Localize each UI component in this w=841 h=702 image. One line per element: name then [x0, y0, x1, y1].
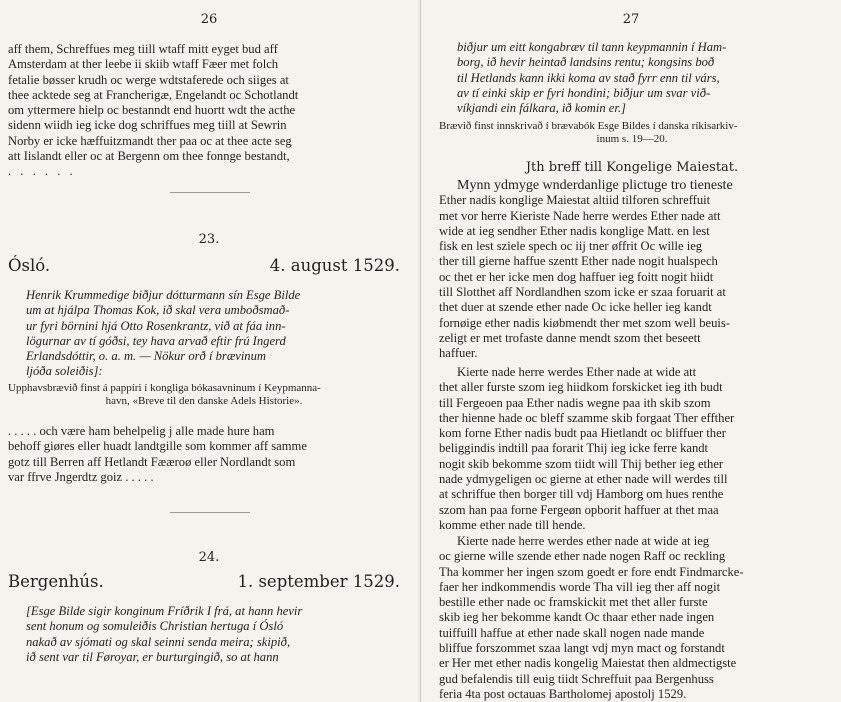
summary-line: borg, ið hevir heintað landsins rentu; kongsins boð [457, 55, 715, 70]
text-line: faer her indkommendis worde Tha vill ieg ther aff nogit [439, 579, 721, 594]
doc-24-summary-cont [439, 40, 825, 116]
text-line: beliggindis indtill paa forarit Thij ieg icke ferre kandt [439, 441, 709, 456]
summary-line: biðjur um eitt kongabræv til tann keypmannin í Ham- [457, 40, 727, 54]
doc-23-place: Ósló. [8, 256, 51, 275]
page-number-right: 27 [622, 12, 640, 27]
text-line: om yttermere hielp oc bestanndt end huortt wdt the acthe [8, 103, 296, 118]
text-line: till Slotthet aff Nordlandhen szom icke er szaa foruarit at [439, 285, 726, 300]
section-rule [170, 512, 250, 513]
summary-line: um at hjálpa Thomas Kok, ið skal vera umboðsmað- [26, 303, 290, 318]
letter-para-3 [439, 534, 825, 702]
left-page [0, 0, 418, 702]
text-line: nogit skib bekomme szom tiidt will Thij bether ieg ether [439, 456, 724, 471]
text-line: thet aller furste szom ieg hiidkom forskicket ieg ith budt [439, 380, 723, 395]
source-line: inum s. 19—20. [596, 133, 668, 145]
text-line: komme ether nade till hende. [439, 517, 586, 532]
text-line: nade ydmygeligen oc gierne at ether nade will werdes till [439, 472, 728, 487]
doc-23-text [8, 424, 400, 485]
text-line: fornøige ether nadis kiøbmendt ther met szom well beuis- [439, 315, 730, 330]
summary-line: Erlandsdóttir, o. a. m. — Nökur orð í brævinum [26, 349, 267, 364]
summary-line: ljóða soleiðis]: [26, 364, 103, 379]
text-line: skib ieg her bekomme kandt Oc thaar ether nade ingen [439, 610, 715, 625]
doc-23-dateline [8, 256, 400, 275]
letter-para-1 [439, 178, 825, 362]
text-line: bliffue forszommet szaa langt vdj myn mact og forstandt [439, 641, 725, 656]
text-line: fetalie bøsser krudh oc werge wdtstaferede och siiges at [8, 72, 289, 87]
letter-title: Jth breff till Kongelige Maiestat. [525, 160, 739, 175]
source-line: Upphavsbrævið finst á pappíri í kongliga bókasavninum í Keypmanna- [8, 382, 321, 394]
text-line: oc thet er her icke men dog haffuer ieg foitt nogit hiidt [439, 269, 714, 284]
summary-line: víkjandi ein fálkara, ið komin er.] [457, 101, 626, 116]
left-para-1 [8, 42, 400, 180]
doc-23-source [8, 382, 400, 408]
doc-number-23: 23. [198, 232, 220, 247]
text-line: oc gierne wille szende ether nade nogen Raff oc reckling [439, 549, 726, 564]
text-line: till Fergeoen paa Ether nadis wegne paa ith skib szom [439, 395, 711, 410]
doc-24-date: 1. september 1529. [237, 572, 400, 591]
source-line: havn, «Breve til den danske Adels Historie». [105, 395, 303, 407]
summary-line: ið sent var til Føroyar, er burturgingið, so at hann [26, 649, 279, 664]
text-line: . . . . . och være ham behelpelig j alle made hure ham [8, 424, 275, 438]
text-line: gotz till Berren aff Hetlandt Fææroø eller Nordlandt som [8, 454, 296, 469]
doc-24-source [439, 120, 825, 146]
right-page [420, 0, 841, 702]
text-line: var ffrve Jngerdtz goiz . . . . . [8, 469, 154, 484]
text-line: bestille ether nade oc framskickit met thet aller furste [439, 595, 708, 610]
text-line: met vor herre Kieriste Nade herre werdes Ether nade att [439, 208, 721, 223]
summary-line: av tí einki skip er fyri hondini; biðjur um svar við- [457, 85, 711, 100]
text-line: Amsterdam at ther leebe ii skiib wtaff Fæer met folch [8, 57, 279, 72]
summary-line: nakað av sjómati og skal seinni senda meira; skipið, [26, 634, 291, 649]
ellipsis-line: . . . . . . [8, 164, 76, 179]
summary-line: Henrik Krummedige biðjur dótturmann sín Esge Bilde [26, 288, 301, 302]
text-line: at schriffue then borger till vdj Hamborg om hues renthe [439, 487, 724, 502]
text-line: gud befalendis till euig tiidt Schreffuit paa Bergenhuss [439, 671, 714, 686]
summary-line: til Hetlands kann ikki koma av stað fyrr enn til várs, [457, 70, 720, 85]
doc-number-24: 24. [198, 550, 220, 565]
text-line: Norby er icke hæffuitzmandt ther paa oc at thee acte seg [8, 133, 292, 148]
text-line: behoff giøres eller huadt landtgille som kommer aff samme [8, 439, 307, 454]
summary-line: [Esge Bilde sigir konginum Fríðrik I frá, at hann hevir [26, 604, 303, 618]
text-line: Kierte nade herre werdes ether nade at wide at ieg [457, 534, 710, 548]
text-line: ther till gierne haffue szentt Ether nade nogit hualspech [439, 254, 718, 269]
doc-24-place: Bergenhús. [8, 572, 104, 591]
text-line: szom han paa forne Fergeøn opborit haffuer at thet maa [439, 502, 719, 517]
letter-para-2 [439, 365, 825, 533]
section-rule [170, 192, 250, 193]
text-line: thet duer at szende ether nade Oc icke heller ieg kandt [439, 300, 712, 315]
text-line: Tha kommer her ingen szom goedt er fore endt Findmarcke- [439, 564, 744, 579]
source-line: Brævið finst innskrivað í brævabók Esge Bildes í danska ríkisarkiv- [439, 120, 738, 132]
text-line: ther hienne hade oc bleff szamme skib forgaat Ther effther [439, 410, 735, 425]
text-line: Kierte nade herre werdes Ether nade at wide att [457, 365, 697, 379]
text-line: zeligt er met trofaste danne mendt szom thet beseett [439, 330, 701, 345]
summary-line: ur fyri börnini hjá Otto Rosenkrantz, við at fáa inn- [26, 318, 286, 333]
text-line: haffuer. [439, 346, 478, 361]
text-line: fisk en lest sziele spech oc iij tner øffrit Oc wille ieg [439, 239, 703, 254]
doc-23-summary [8, 288, 400, 380]
text-line: sidenn wiidh ieg icke dog schriffues meg tiill at Sewrin [8, 118, 287, 133]
page-number-left: 26 [200, 12, 218, 27]
doc-24-dateline [8, 572, 400, 591]
text-line: Mynn ydmyge wnderdanlige plictuge tro tieneste [457, 178, 733, 193]
doc-23-date: 4. august 1529. [269, 256, 400, 275]
text-line: aff them, Schreffues meg tiill wtaff mitt eyget bud aff [8, 42, 278, 56]
summary-line: lögurnar av tí góðsi, tey hava arvað eftir frú Ingerd [26, 333, 286, 348]
summary-line: sent honum og somuleiðis Christian hertuga í Ósló [26, 619, 284, 634]
text-line: Ether nadis konglige Maiestat altiid tilforen schreffuit [439, 193, 711, 208]
text-line: wide at ieg sendher Ether nadis konglige Matt. en lest [439, 223, 710, 238]
text-line: thee acktede seg at Francherigæ, Engelandt oc Schotlandt [8, 87, 299, 102]
text-line: tuiffuill haffue at ether nade skall nogen nade mande [439, 625, 705, 640]
text-line: kom forne Ether nadis budt paa Hietlandt oc bliffuer ther [439, 426, 726, 441]
doc-24-summary [8, 604, 400, 665]
text-line: feria 4ta post octauas Bartholomej apostolj 1529. [439, 686, 687, 701]
text-line: er Her met ether nadis kongelig Maiestat then aldmectigste [439, 656, 737, 671]
text-line: att Iislandt eller oc at Bergenn om thee fonnge bestandt, [8, 149, 290, 164]
